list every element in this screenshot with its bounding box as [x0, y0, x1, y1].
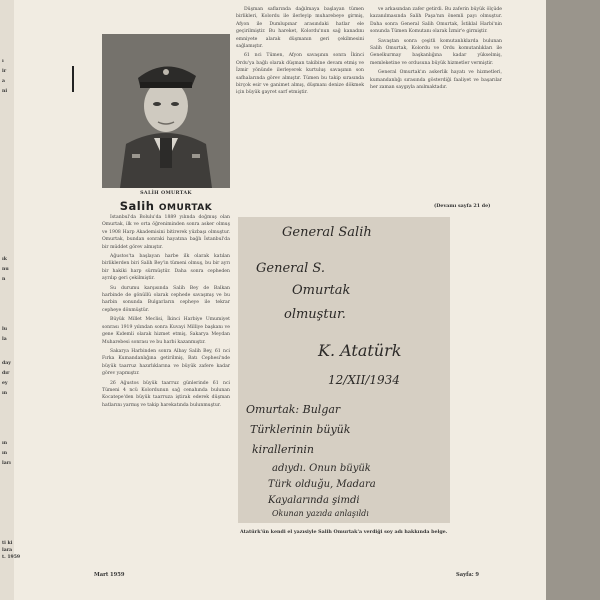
paragraph: General Omurtak'ın askerlik hayatı ve hizmetleri, kumandanlığı sırasında gösterdiği faaliyet ve başarılar her zaman saygıyla anılmaktadır. — [370, 70, 502, 91]
handwriting-line: General S. — [256, 261, 325, 276]
paragraph: ve arkasından zafer getirdi. Bu zaferin büyük ölçüde kazanılmasında Salih Paşa'nın önemli payı olmuştur. Daha sonra General Salih Omurtak, İstiklal Harbi'nin sonunda Tümen Komutanı olarak İzmir'e girmiştir. — [370, 7, 502, 35]
handwriting-line: adıydı. Onun büyük — [272, 463, 371, 474]
left-article-column — [102, 214, 230, 566]
fragment: ti ki lara t. 1959 — [2, 541, 21, 560]
fragment: ın — [2, 451, 8, 456]
fragment: la — [2, 337, 7, 342]
fragment: ey — [2, 381, 8, 386]
fragment: lu — [2, 327, 8, 332]
handwriting-line: Türk olduğu, Madara — [268, 479, 376, 490]
fragment: day — [2, 361, 11, 366]
paragraph: 26 Ağustos büyük taarruz günlerinde 61 nci Tümeni 4 ncü Kolordunun sağ cenahında bulunan Kocatepe'den büyük taarruza iştirak ederek düşman hatlarını yarmış ve takip harekatında bulunmuştur. — [102, 380, 230, 408]
photo-caption: SALİH OMURTAK — [140, 190, 192, 196]
paragraph: Su durumu karşısında Salih Bey de Balkan harbinde de gönüllü olarak cephede savaşmış ve bu harbin sonunda Bulgarların cepheye ile tekrar cepheye dönmüştür. — [102, 285, 230, 313]
paragraph: Sakarya Harbinden sonra Albay Salih Bey, 61 nci Fırka Kumandanlığına getirilmiş, Batı Cephesi'nde büyük taarruz hazırlıklarına ve büyük zafere kadar görev yapmıştır. — [102, 348, 230, 377]
title-last-name: OMURTAK — [158, 203, 213, 213]
paragraph: 61 nci Tümen, Afyon savaşının sonra İkinci Ordu'ya bağlı olarak düşman takibine devam etmiş ve İzmir yönünde ilerleyerek kurtuluş savaşının son safhalarında görev almıştır. Tümen bu takip sırasında birçok esir ve ganimet almış, düşmanı denize dökmek için büyük gayret sarf etmiştir. — [236, 53, 364, 96]
paragraph: İstanbul'da Bolulu'da 1889 yılında doğmuş olan Omurtak, ilk ve orta öğreniminden sonra asker olmuş ve 1908 Harp Akademisini bitirerek yüzbaşı olmuştur. Omurtak, bundan sonraki hayatına bağlı İstanbul'da bir müddet görev almıştır. — [102, 215, 230, 250]
handwriting-line: Türklerinin büyük — [250, 423, 351, 436]
fragment: ları — [2, 461, 11, 466]
handwriting-line: Okunan yazıda anlaşıldı — [272, 509, 369, 518]
paragraph: Düşman saflarında dağılmaya başlayan tümen birlikleri, Kolordu ile ilerleyip muharebeye girmiş, Afyon ile Dumlupınar arasındaki hatlar ele geçirilmiştir. Bu hareket, Kolordu'nun sağ kanadını emniyete alarak düşmanın geri çekilmesini sağlamıştır. — [236, 7, 364, 50]
handwriting-line: olmuştur. — [284, 307, 346, 322]
handwriting-line: kirallerinin — [252, 443, 315, 456]
handwritten-document — [238, 217, 450, 523]
background-edge — [546, 0, 600, 600]
page-number: Sayfa: 9 — [456, 572, 480, 578]
fragment: ın — [2, 391, 8, 396]
portrait-photo — [102, 34, 230, 188]
issue-date: Mart 1959 — [94, 572, 125, 578]
handwriting-line: General Salih — [282, 225, 372, 240]
handwriting-date: 12/XII/1934 — [328, 373, 400, 387]
handwriting-line: Omurtak — [292, 283, 351, 298]
title-first-name: Salih — [119, 199, 155, 213]
fragment: ık — [2, 257, 7, 262]
paragraph: Büyük Millet Meclisi, İkinci Harbiye Umumiyet sonrası 1919 yılından sonra Kuvayi Milliye başkanı ve gene Kıdemli olarak hizmet etmiş, Sakarya Meydan Muharebesi sonrası ve bu harbi kazanmıştır. — [102, 317, 230, 345]
fragment: nu — [2, 267, 9, 272]
document-caption: Atatürk'ün kendi el yazısiyle Salih Omurtak'a verdiği soy adı hakkında belge. — [240, 529, 448, 535]
signature: K. Atatürk — [318, 341, 402, 360]
fragment: dır — [2, 371, 10, 376]
handwriting-line: Kayalarında şimdi — [268, 495, 360, 506]
fragment: ir — [2, 69, 7, 74]
continued-note: (Devamı sayfa 21 de) — [434, 203, 491, 209]
fragment: a — [2, 79, 5, 84]
column-rule — [72, 66, 74, 92]
fragment: n — [2, 277, 6, 282]
fragment: ni — [2, 89, 8, 94]
middle-article-column — [236, 6, 364, 212]
previous-page-fragments — [1, 0, 21, 600]
portrait-image — [102, 34, 230, 188]
magazine-page — [2, 0, 546, 600]
right-article-column — [370, 6, 502, 202]
paragraph: Savaştan sonra çeşitli komutanlıklarda bulunan Salih Omurtak, Kolordu ve Ordu komutanlıkları ile Genelkurmay başkanlığına kadar yükselmiş, memleketine ve ordusuna büyük hizmetler vermiştir. — [370, 38, 502, 66]
handwriting-line: Omurtak: Bulgar — [246, 403, 341, 416]
fragment: ın — [2, 441, 8, 446]
fragment: ı — [2, 59, 4, 64]
article-title — [102, 199, 230, 213]
paragraph: Ağustos'ta başlayan harbe ilk olarak katılan birliklerden biri Salih Bey'in tümeni olmuş, bu bir ayrı bir hakiki harp sürmüştür. Daha sonra cepheden ayrılıp geri çekilmiştir. — [102, 254, 230, 282]
